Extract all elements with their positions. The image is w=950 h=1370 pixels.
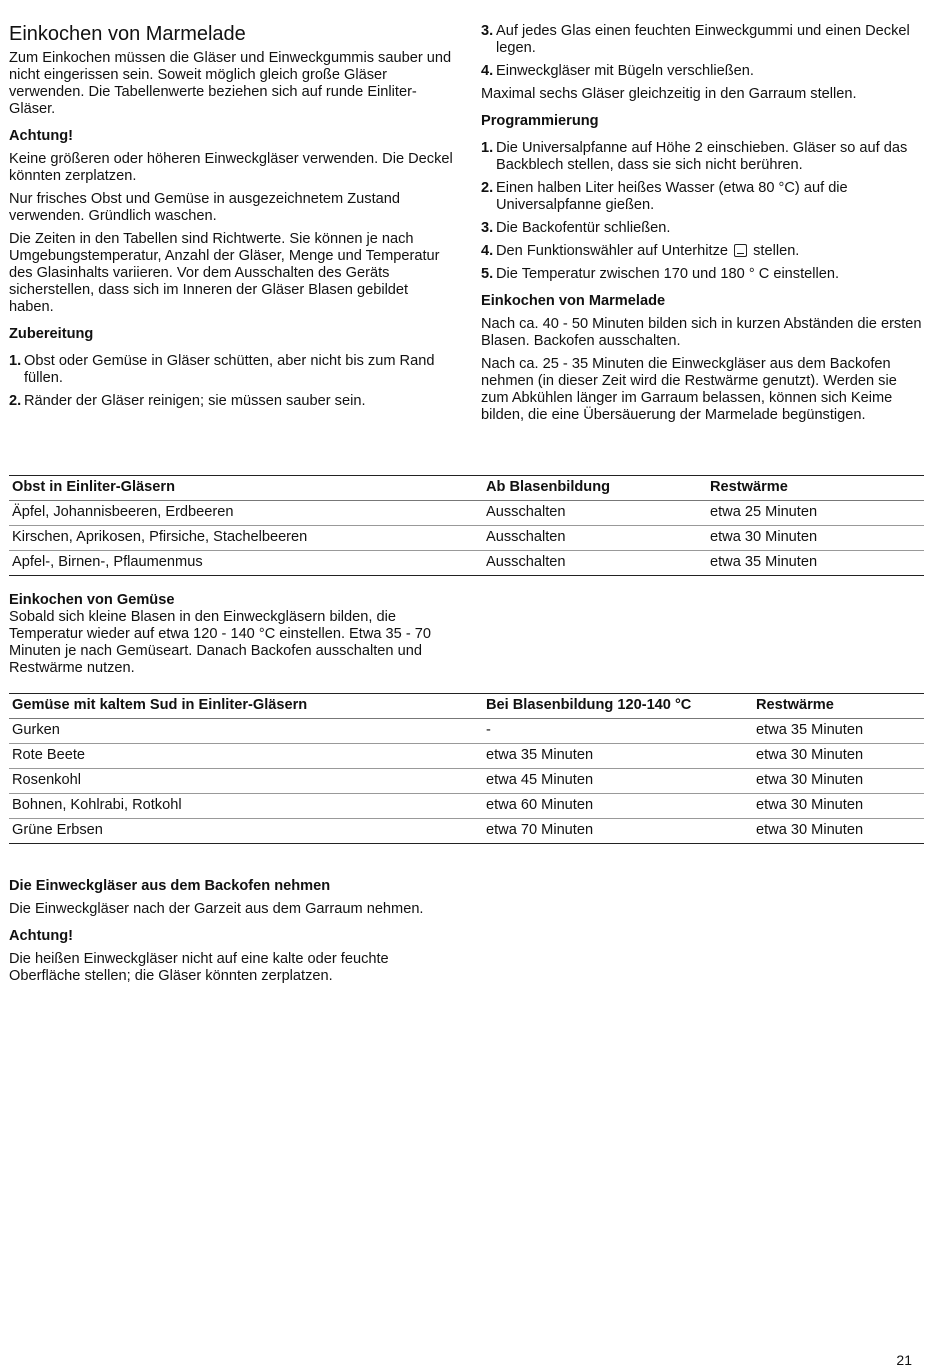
step: 4. Einweckgläser mit Bügeln verschließen. bbox=[481, 63, 754, 79]
page-number: 21 bbox=[896, 1352, 912, 1368]
table-cell: etwa 30 Minuten bbox=[756, 747, 864, 763]
table-cell: Äpfel, Johannisbeeren, Erdbeeren bbox=[12, 504, 234, 520]
table-cell: Ausschalten bbox=[486, 554, 566, 570]
warning-heading: Achtung! bbox=[9, 128, 74, 144]
table-row bbox=[9, 794, 924, 819]
column-header: Bei Blasenbildung 120-140 °C bbox=[486, 697, 692, 713]
column-header: Ab Blasenbildung bbox=[486, 479, 611, 495]
bottom-heat-icon bbox=[734, 244, 747, 257]
table-row bbox=[9, 719, 924, 744]
table-cell: etwa 30 Minuten bbox=[756, 822, 864, 838]
table-row bbox=[9, 819, 924, 844]
table-cell: etwa 35 Minuten bbox=[710, 554, 818, 570]
vegetable-section bbox=[9, 592, 454, 677]
table-cell: Ausschalten bbox=[486, 529, 566, 545]
table-cell: Rote Beete bbox=[12, 747, 86, 763]
table-cell: Gurken bbox=[12, 722, 60, 738]
step: 3. Auf jedes Glas einen feuchten Einweckgummi und einen Deckel legen. bbox=[481, 23, 910, 56]
prog-step: 5. Die Temperatur zwischen 170 und 180 ° C einstellen. bbox=[481, 266, 840, 282]
remove-heading: Die Einweckgläser aus dem Backofen nehmen bbox=[9, 878, 331, 894]
table-header-row bbox=[9, 694, 924, 719]
table-row bbox=[9, 501, 924, 526]
table-cell: etwa 30 Minuten bbox=[756, 772, 864, 788]
table-cell: etwa 35 Minuten bbox=[756, 722, 864, 738]
prog-step: 4. Den Funktionswähler auf Unterhitze stellen. bbox=[481, 243, 800, 259]
intro-paragraph: Zum Einkochen müssen die Gläser und Einweckgummis sauber und nicht eingerissen sein. Soweit möglich gleich große Gläser verwenden. Die Tabellenwerte beziehen sich auf runde Einliter-Gläser. bbox=[9, 50, 452, 117]
column-header: Gemüse mit kaltem Sud in Einliter-Gläsern bbox=[12, 697, 308, 713]
jam-heading: Einkochen von Marmelade bbox=[481, 293, 666, 309]
prog-step: 2. Einen halben Liter heißes Wasser (etwa 80 °C) auf die Universalpfanne gießen. bbox=[481, 180, 848, 213]
prog-step: 3. Die Backofentür schließen. bbox=[481, 220, 671, 236]
remove-section bbox=[9, 878, 439, 985]
remove-warning-heading: Achtung! bbox=[9, 928, 74, 944]
table-cell: etwa 70 Minuten bbox=[486, 822, 594, 838]
table-row bbox=[9, 769, 924, 794]
fresh-paragraph: Nur frisches Obst und Gemüse in ausgezeichnetem Zustand verwenden. Gründlich waschen. bbox=[9, 191, 400, 224]
table-cell: Rosenkohl bbox=[12, 772, 81, 788]
remove-text: Die Einweckgläser nach der Garzeit aus dem Garraum nehmen. bbox=[9, 901, 424, 917]
right-column bbox=[481, 23, 926, 424]
table-cell: Bohnen, Kohlrabi, Rotkohl bbox=[12, 797, 182, 813]
column-header: Obst in Einliter-Gläsern bbox=[12, 479, 175, 495]
prep-step: 1. Obst oder Gemüse in Gläser schütten, aber nicht bis zum Rand füllen. bbox=[9, 353, 435, 386]
remove-warning-text: Die heißen Einweckgläser nicht auf eine kalte oder feuchte Oberfläche stellen; die Gläser könnten zerplatzen. bbox=[9, 951, 389, 984]
column-header: Restwärme bbox=[756, 697, 834, 713]
table-header-row bbox=[9, 476, 924, 501]
vegetable-text: Sobald sich kleine Blasen in den Einweckgläsern bilden, die Temperatur wieder auf etwa 120 - 140 °C einstellen. Etwa 35 - 70 Minuten je nach Gemüseart. Danach Backofen ausschalten und Restwärme nutzen. bbox=[9, 609, 431, 676]
table-cell: - bbox=[486, 722, 491, 738]
table-cell: etwa 30 Minuten bbox=[756, 797, 864, 813]
vegetable-table bbox=[9, 693, 924, 844]
column-header: Restwärme bbox=[710, 479, 788, 495]
prep-heading: Zubereitung bbox=[9, 326, 94, 342]
table-cell: Ausschalten bbox=[486, 504, 566, 520]
table-row bbox=[9, 551, 924, 576]
prep-step: 2. Ränder der Gläser reinigen; sie müssen sauber sein. bbox=[9, 393, 366, 409]
table-row bbox=[9, 744, 924, 769]
table-cell: etwa 25 Minuten bbox=[710, 504, 818, 520]
fruit-table bbox=[9, 475, 924, 576]
max-jars-text: Maximal sechs Gläser gleichzeitig in den Garraum stellen. bbox=[481, 86, 857, 102]
programming-steps bbox=[481, 140, 926, 283]
times-paragraph: Die Zeiten in den Tabellen sind Richtwerte. Sie können je nach Umgebungstemperatur, Anzahl der Gläser, Menge und Temperatur des Glasinhalts variieren. Vor dem Ausschalten des Geräts sicherstellen, dass sich im Inneren der Gläser Blasen gebildet haben. bbox=[9, 231, 440, 315]
programming-heading: Programmierung bbox=[481, 113, 599, 129]
table-row bbox=[9, 526, 924, 551]
prog-step: 1. Die Universalpfanne auf Höhe 2 einschieben. Gläser so auf das Backblech stellen, dass sie sich nicht berühren. bbox=[481, 140, 908, 173]
vegetable-heading: Einkochen von Gemüse bbox=[9, 592, 175, 608]
warning-text: Keine größeren oder höheren Einweckgläser verwenden. Die Deckel könnten zerplatzen. bbox=[9, 151, 453, 184]
jam-text-2: Nach ca. 25 - 35 Minuten die Einweckgläser aus dem Backofen nehmen (in dieser Zeit wird die Restwärme genutzt). Werden sie zum Abkühlen länger im Garraum belassen, können sich Keime bilden, die eine Übersäuerung der Marmelade begünstigen. bbox=[481, 356, 897, 423]
table-cell: Kirschen, Aprikosen, Pfirsiche, Stachelbeeren bbox=[12, 529, 308, 545]
left-column bbox=[9, 22, 454, 416]
table-cell: etwa 45 Minuten bbox=[486, 772, 594, 788]
table-cell: Apfel-, Birnen-, Pflaumenmus bbox=[12, 554, 203, 570]
table-cell: etwa 35 Minuten bbox=[486, 747, 594, 763]
table-cell: etwa 30 Minuten bbox=[710, 529, 818, 545]
jam-text-1: Nach ca. 40 - 50 Minuten bilden sich in kurzen Abständen die ersten Blasen. Backofen ausschalten. bbox=[481, 316, 922, 349]
table-cell: etwa 60 Minuten bbox=[486, 797, 594, 813]
table-cell: Grüne Erbsen bbox=[12, 822, 103, 838]
prep-steps bbox=[9, 353, 454, 410]
steps-continued bbox=[481, 23, 926, 80]
page-title: Einkochen von Marmelade bbox=[9, 23, 246, 45]
